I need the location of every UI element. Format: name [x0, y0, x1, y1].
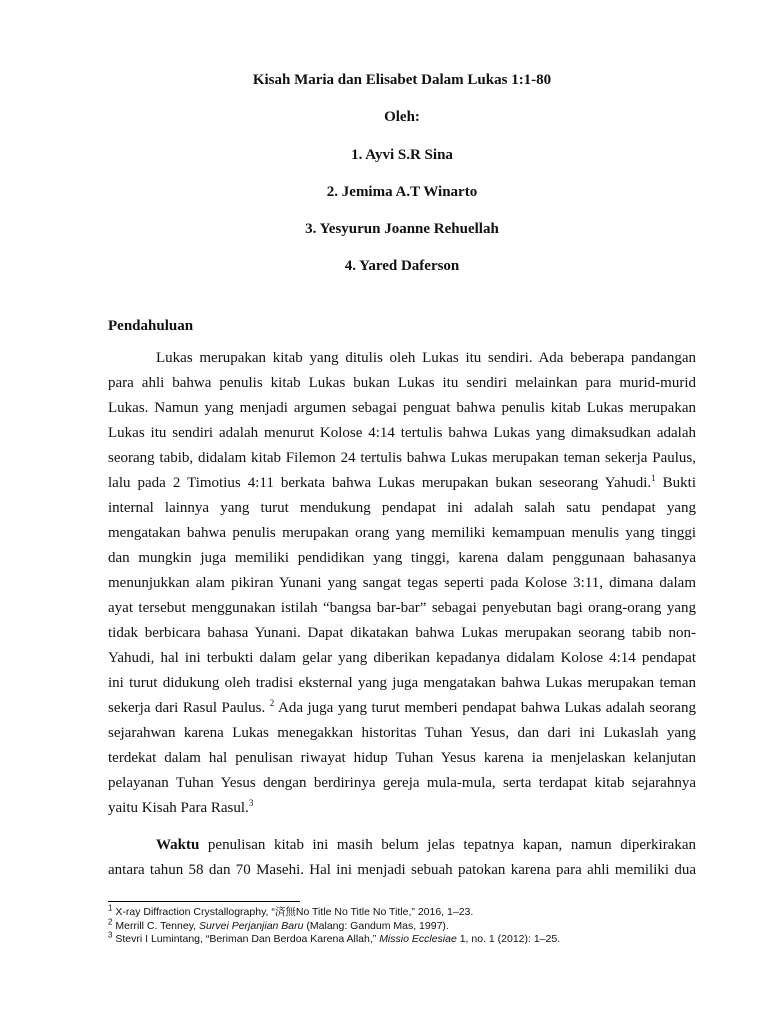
footnote-number: 1 — [108, 903, 113, 913]
line-text: Ada juga yang turut memberi pendapat bahwa Lukas adalah seorang — [274, 700, 696, 716]
paragraph-line: menunjukkan alam pikiran Yunani yang sangat tegas seperti pada Kolose 3:11, dimana dalam — [108, 575, 696, 591]
paragraph-line — [108, 471, 696, 496]
line-text: lalu pada 2 Timotius 4:11 berkata bahwa Lukas merupakan bukan seseorang Yahudi. — [108, 475, 652, 491]
paragraph-line: terdekat dalam hal penulisan riwayat hidup Tuhan Yesus karena ia menjelaskan kelanjutan — [108, 750, 696, 766]
footnote-text: 1, no. 1 (2012): 1–25. — [456, 933, 561, 945]
paragraph-line: Lukas itu sendiri adalah menurut Kolose 4:14 tertulis bahwa Lukas yang dimaksudkan adalah — [108, 425, 696, 441]
author-4: 4. Yared Daferson — [344, 258, 460, 275]
paragraph-line: mengatakan bahwa penulis merupakan orang yang memiliki kemampuan menulis yang tinggi — [108, 525, 696, 541]
paragraph-waktu — [108, 833, 696, 883]
author-2: 2. Jemima A.T Winarto — [326, 183, 478, 200]
footnote-book-title: Survei Perjanjian Baru — [199, 919, 304, 932]
footnote-2 — [108, 917, 696, 934]
footnote-number: 3 — [108, 930, 113, 940]
paragraph-line: ayat tersebut menggunakan istilah “bangsa bar-bar” sebagai penyebutan bagi orang-orang yang — [108, 600, 696, 616]
paragraph-line: para ahli bahwa penulis kitab Lukas bukan Lukas itu sendiri melainkan para murid-murid — [108, 375, 696, 391]
paragraph-line: antara tahun 58 dan 70 Masehi. Hal ini menjadi sebuah patokan karena para ahli memiliki dua — [108, 862, 696, 878]
footnote-number: 2 — [108, 917, 113, 926]
paragraph-line: tidak berbicara bahasa Yunani. Dapat dikatakan bahwa Lukas merupakan seorang tabib non- — [108, 625, 696, 641]
paragraph-line: Lukas merupakan kitab yang ditulis oleh Lukas itu sendiri. Ada beberapa pandangan — [156, 350, 696, 366]
paragraph-line: internal lainnya yang turut mendukung pendapat ini adalah salah satu pendapat yang — [108, 500, 696, 516]
footnote-1 — [108, 903, 696, 920]
footnote-journal-title: Missio Ecclesiae — [379, 933, 457, 945]
footnote-ref-3[interactable]: 3 — [248, 798, 254, 808]
paragraph-line: dan mungkin juga memiliki pendidikan yang tinggi, karena dalam penggunaan bahasanya — [108, 550, 696, 566]
title-block — [108, 70, 696, 294]
paragraph-line: Lukas. Namun yang menjadi argumen sebagai penguat bahwa penulis kitab Lukas merupakan — [108, 400, 696, 416]
section-heading: Pendahuluan — [108, 318, 194, 334]
footnote-divider — [108, 901, 300, 902]
line-text: penulisan kitab ini masih belum jelas tepatnya kapan, namun diperkirakan — [199, 837, 696, 853]
paragraph-line: seorang tabib, didalam kitab Filemon 24 tertulis bahwa Lukas merupakan teman sekerja Paulus, — [108, 450, 696, 466]
footnote-text: X-ray Diffraction Crystallography, “済無No Title No Title No Title,” 2016, 1–23. — [112, 906, 474, 918]
paragraph-introduction — [108, 346, 696, 821]
paragraph-line: Yahudi, hal ini terbukti dalam gelar yang diberikan kepadanya didalam Kolose 4:14 pendapat — [108, 650, 696, 666]
paragraph-line — [108, 833, 696, 858]
footnote-text: Stevri I Lumintang, “Beriman Dan Berdoa Karena Allah,” — [112, 933, 380, 945]
line-text: Bukti — [655, 475, 696, 491]
line-text: yaitu Kisah Para Rasul. — [108, 800, 249, 816]
footnote-3 — [108, 930, 696, 947]
line-text: sekerja dari Rasul Paulus. — [108, 700, 270, 716]
author-1: 1. Ayvi S.R Sina — [351, 146, 453, 163]
footnote-text: Merrill C. Tenney, — [112, 919, 200, 932]
paragraph-line — [108, 796, 696, 821]
paragraph-line: ini turut didukung oleh tradisi eksternal yang juga mengatakan bahwa Lukas merupakan teman — [108, 675, 696, 691]
paragraph-line: pelayanan Tuhan Yesus dengan berdirinya gereja mula-mula, serta terdapat kitab sejarahnya — [108, 775, 696, 791]
footnote-ref-1[interactable]: 1 — [651, 473, 656, 483]
lead-word: Waktu — [156, 837, 200, 853]
footnote-text: (Malang: Gandum Mas, 1997). — [303, 919, 449, 932]
footnote-ref-2[interactable]: 2 — [269, 698, 275, 708]
paragraph-line: sejarahwan karena Lukas menegakkan historitas Tuhan Yesus, dan dari ini Lukaslah yang — [108, 725, 696, 741]
author-3: 3. Yesyurun Joanne Rehuellah — [305, 221, 499, 238]
document-title: Kisah Maria dan Elisabet Dalam Lukas 1:1-80 — [252, 72, 552, 88]
byline: Oleh: — [384, 109, 420, 126]
paragraph-line — [108, 696, 696, 721]
footnotes — [108, 903, 696, 947]
